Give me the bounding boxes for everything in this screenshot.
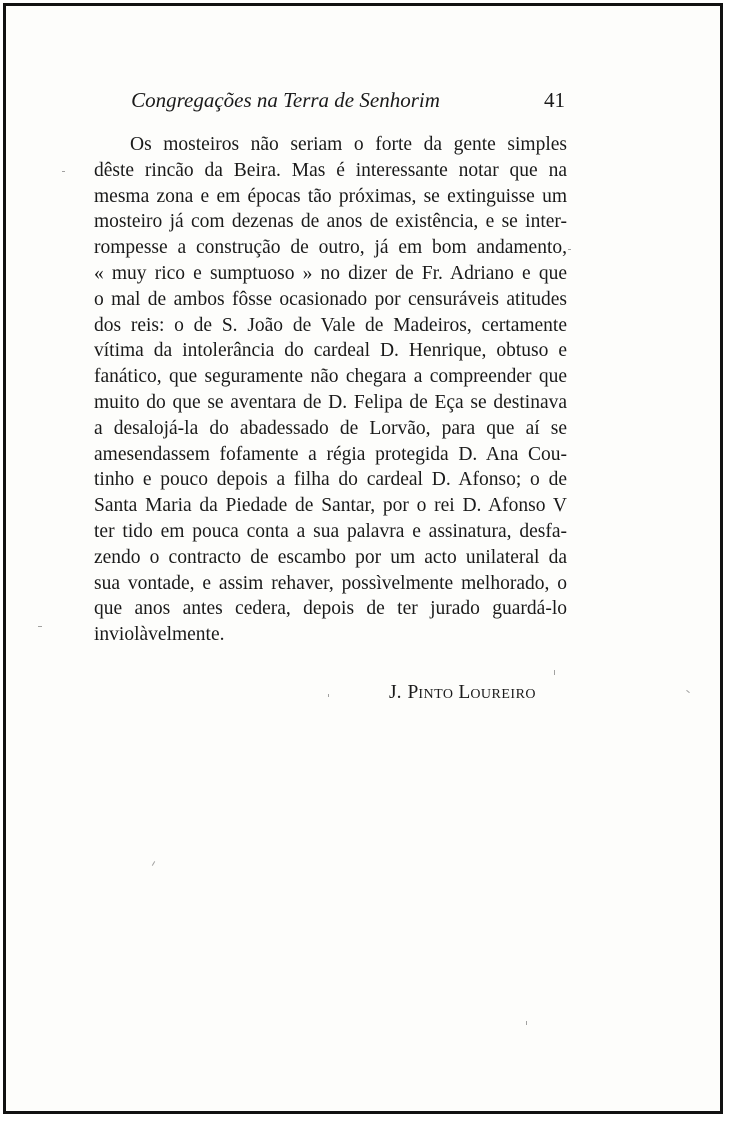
text-line: muito do que se aventara de D. Felipa de Eça se destinava	[94, 391, 567, 413]
text-line: dêste rincão da Beira. Mas é interessante notar que na	[94, 159, 567, 181]
body-paragraph	[94, 132, 567, 648]
text-line: o mal de ambos fôsse ocasionado por censuráveis atitudes	[94, 288, 567, 310]
running-header	[93, 88, 573, 116]
signature-first-cap: P	[407, 682, 419, 703]
text-line: sua vontade, e assim rehaver, possìvelmente melhorado, o	[94, 572, 567, 594]
book-page	[3, 3, 723, 1114]
text-line: dos reis: o de S. João de Vale de Madeiros, certamente	[94, 314, 567, 336]
text-line: « muy rico e sumptuoso » no dizer de Fr. Adriano e que	[94, 262, 567, 284]
text-line: que anos antes cedera, depois de ter jurado guardá-lo	[94, 598, 567, 620]
paper-speck	[328, 694, 329, 697]
paper-speck	[526, 1021, 527, 1025]
paper-speck	[62, 171, 65, 172]
running-title: Congregações na Terra de Senhorim	[131, 88, 440, 112]
text-line: tinho e pouco depois a filha do cardeal D. Afonso; o de	[94, 469, 567, 491]
text-line: zendo o contracto de escambo por um acto unilateral da	[94, 546, 567, 568]
paper-speck	[568, 249, 571, 250]
text-line: inviolàvelmente.	[94, 624, 225, 646]
page-number: 41	[544, 88, 565, 112]
signature-initial: J.	[389, 682, 402, 703]
text-line: mesma zona e em épocas tão próximas, se extinguisse um	[94, 185, 567, 207]
text-line: ter tido em pouca conta a sua palavra e assinatura, desfa-	[94, 520, 567, 542]
signature-last-rest: OUREIRO	[470, 687, 537, 702]
paper-speck	[686, 690, 690, 693]
text-line: mosteiro já com dezenas de anos de existência, e se inter-	[94, 211, 567, 233]
paper-speck	[554, 670, 555, 675]
paper-speck	[38, 626, 42, 627]
text-line: amesendassem fofamente a régia protegida D. Ana Cou-	[94, 443, 567, 465]
text-line: rompesse a construção de outro, já em bom andamento,	[94, 237, 567, 259]
text-line: a desalojá-la do abadessado de Lorvão, para que aí se	[94, 417, 567, 439]
text-line: Santa Maria da Piedade de Santar, por o rei D. Afonso V	[94, 495, 567, 517]
text-line: Os mosteiros não seriam o forte da gente simples	[130, 134, 567, 155]
paper-speck	[152, 861, 155, 866]
author-signature	[389, 682, 536, 704]
signature-first-rest: INTO	[418, 687, 454, 702]
signature-last-cap: L	[458, 682, 471, 703]
text-line: fanático, que seguramente não chegara a compreender que	[94, 366, 567, 388]
text-line: vítima da intolerância do cardeal D. Henrique, obtuso e	[94, 340, 567, 362]
